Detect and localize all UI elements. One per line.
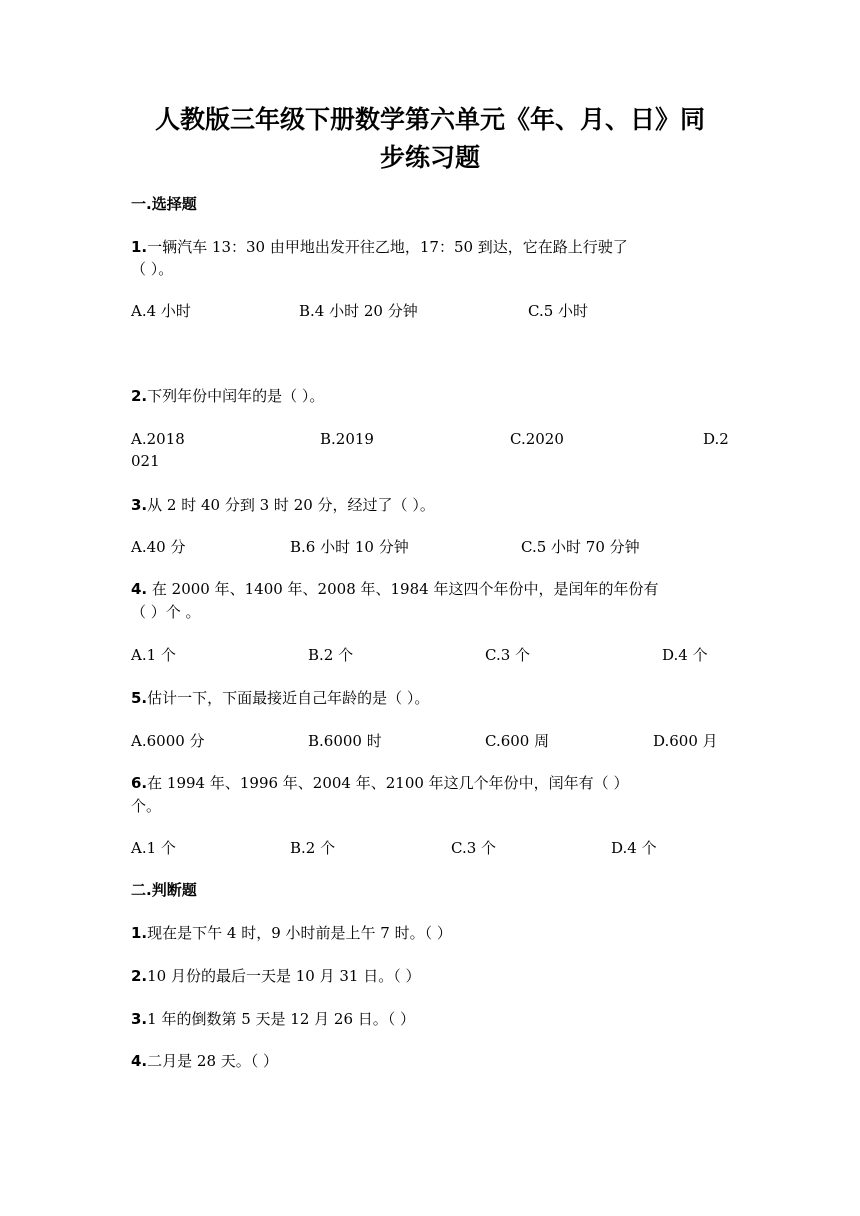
question-number: 4. (131, 580, 148, 598)
question-text: 现在是下午 4 时，9 小时前是上午 7 时。（ ） (147, 924, 452, 942)
section-heading-judge: 二.判断题 (131, 881, 197, 899)
option-a: A.4 小时 (131, 302, 191, 320)
question-text-cont: （ ）。 (131, 260, 174, 278)
page-title-line2: 步练习题 (379, 143, 480, 172)
judge-question-1 (131, 922, 731, 944)
option-b: B.2 个 (290, 839, 336, 857)
choice-question-6-cont (131, 795, 731, 817)
question-text-cont: 个。 (131, 797, 162, 815)
option-b: B.2 个 (308, 646, 354, 664)
choice-question-5 (131, 687, 731, 709)
choice-question-4-cont (131, 601, 731, 623)
option-c: C.5 小时 (528, 302, 589, 320)
option-c: C.2020 (510, 430, 564, 448)
question-text: 下列年份中闰年的是（ ）。 (147, 387, 325, 405)
question-number: 6. (131, 774, 148, 792)
question-text: 10 月份的最后一天是 10 月 31 日。（ ） (147, 967, 421, 985)
option-b: B.6000 时 (308, 732, 382, 750)
option-d: D.4 个 (662, 646, 708, 664)
option-a: A.1 个 (131, 839, 176, 857)
question-text: 1 年的倒数第 5 天是 12 月 26 日。（ ） (147, 1010, 416, 1028)
option-a: A.40 分 (131, 538, 186, 556)
question-text-cont: （ ）个 。 (131, 603, 201, 621)
question-number: 3. (131, 1010, 148, 1028)
choice-question-1-cont (131, 258, 731, 280)
option-a: A.1 个 (131, 646, 176, 664)
option-d: D.2 (703, 430, 729, 448)
choice-question-2 (131, 385, 731, 407)
question-number: 1. (131, 924, 148, 942)
question-number: 2. (131, 387, 148, 405)
judge-question-2 (131, 965, 731, 987)
option-a: A.6000 分 (131, 732, 205, 750)
question-number: 5. (131, 689, 148, 707)
question-text: 估计一下，下面最接近自己年龄的是（ ）。 (147, 689, 430, 707)
option-d-wrap: 021 (131, 452, 160, 470)
page-title-line1: 人教版三年级下册数学第六单元《年、月、日》同 (154, 105, 705, 134)
judge-question-4 (131, 1050, 731, 1072)
option-c: C.5 小时 70 分钟 (521, 538, 640, 556)
option-c: C.600 周 (485, 732, 550, 750)
choice-question-6 (131, 772, 731, 794)
option-c: C.3 个 (451, 839, 497, 857)
question-number: 4. (131, 1052, 148, 1070)
option-a: A.2018 (131, 430, 185, 448)
option-b: B.6 小时 10 分钟 (290, 538, 409, 556)
choice-question-3 (131, 494, 731, 516)
option-d: D.4 个 (611, 839, 657, 857)
question-text: 二月是 28 天。（ ） (147, 1052, 279, 1070)
section-heading-choice: 一.选择题 (131, 195, 197, 213)
judge-question-3 (131, 1008, 731, 1030)
choice-question-4 (131, 578, 731, 600)
option-d: D.600 月 (653, 732, 718, 750)
question-text: 一辆汽车 13：30 由甲地出发开往乙地，17：50 到达，它在路上行驶了 (147, 238, 628, 256)
question-number: 2. (131, 967, 148, 985)
question-number: 3. (131, 496, 148, 514)
option-b: B.2019 (320, 430, 374, 448)
choice-question-1 (131, 236, 731, 258)
question-text: 在 1994 年、1996 年、2004 年、2100 年这几个年份中，闰年有（ ） (147, 774, 629, 792)
question-number: 1. (131, 238, 148, 256)
option-b: B.4 小时 20 分钟 (299, 302, 418, 320)
question-text: 从 2 时 40 分到 3 时 20 分，经过了（ ）。 (147, 496, 435, 514)
option-c: C.3 个 (485, 646, 531, 664)
question-text: 在 2000 年、1400 年、2008 年、1984 年这四个年份中，是闰年的年份有 (147, 580, 659, 598)
